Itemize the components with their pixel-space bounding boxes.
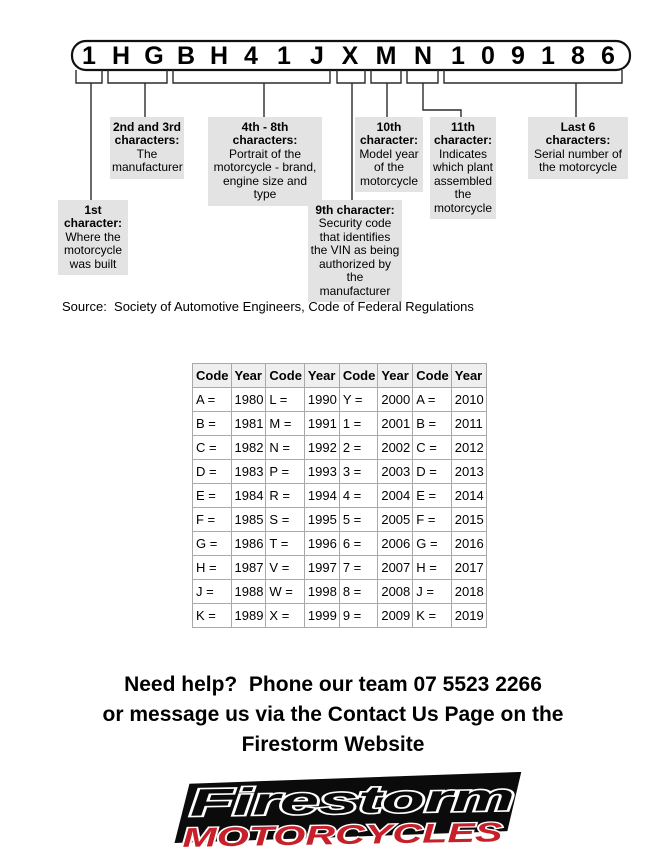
table-row — [193, 532, 487, 556]
table-cell: R = — [266, 484, 305, 508]
vin-character: X — [341, 42, 359, 70]
table-cell: A = — [193, 388, 232, 412]
help-text-line-3: Firestorm Website — [241, 733, 425, 756]
table-cell: B = — [193, 412, 232, 436]
table-header-cell: Code — [193, 364, 232, 388]
table-header-cell: Year — [451, 364, 486, 388]
vin-character: J — [310, 42, 324, 70]
callout-title: 11th character: — [433, 120, 493, 148]
table-cell: C = — [413, 436, 452, 460]
table-cell: 1980 — [231, 388, 266, 412]
table-header-cell: Year — [378, 364, 413, 388]
table-cell: H = — [413, 556, 452, 580]
table-cell: 2002 — [378, 436, 413, 460]
table-header-cell: Code — [339, 364, 378, 388]
table-cell: 6 = — [339, 532, 378, 556]
table-cell: 1993 — [304, 460, 339, 484]
callout-body: Serial number of the motorcycle — [533, 146, 623, 175]
table-cell: 2018 — [451, 580, 486, 604]
table-cell: 2019 — [451, 604, 486, 628]
year-code-table — [192, 363, 487, 628]
table-cell: 2001 — [378, 412, 413, 436]
table-cell: V = — [266, 556, 305, 580]
table-cell: F = — [413, 508, 452, 532]
table-cell: E = — [193, 484, 232, 508]
callout-10th-character — [355, 117, 423, 192]
table-cell: 1983 — [231, 460, 266, 484]
table-cell: Y = — [339, 388, 378, 412]
table-cell: L = — [266, 388, 305, 412]
table-cell: 1986 — [231, 532, 266, 556]
vin-character: B — [176, 42, 196, 70]
callout-body: The manufacturer — [112, 146, 183, 175]
callout-title: 4th - 8th characters: — [232, 120, 298, 148]
callout-title: 2nd and 3rd characters: — [112, 120, 181, 148]
table-cell: 1994 — [304, 484, 339, 508]
table-cell: 2014 — [451, 484, 486, 508]
table-cell: K = — [193, 604, 232, 628]
table-cell: 1997 — [304, 556, 339, 580]
table-cell: 2004 — [378, 484, 413, 508]
table-cell: P = — [266, 460, 305, 484]
table-cell: 7 = — [339, 556, 378, 580]
help-text — [0, 670, 666, 760]
table-row — [193, 388, 487, 412]
table-header-row — [193, 364, 487, 388]
table-cell: 1995 — [304, 508, 339, 532]
table-cell: 1985 — [231, 508, 266, 532]
vin-character: 4 — [244, 42, 258, 70]
help-text-line-1: Need help? Phone our team 07 5523 2266 — [124, 673, 542, 696]
table-cell: F = — [193, 508, 232, 532]
table-cell: 1988 — [231, 580, 266, 604]
callout-body: Indicates which plant assembled the motorcycle — [432, 146, 494, 215]
table-cell: 1999 — [304, 604, 339, 628]
callout-title: Last 6 characters: — [545, 120, 611, 148]
table-row — [193, 556, 487, 580]
table-cell: 1987 — [231, 556, 266, 580]
table-cell: 2013 — [451, 460, 486, 484]
table-cell: J = — [193, 580, 232, 604]
table-cell: 8 = — [339, 580, 378, 604]
table-cell: 2003 — [378, 460, 413, 484]
vin-character: N — [413, 42, 433, 70]
source-note: Source: Society of Automotive Engineers, Code of Federal Regulations — [62, 299, 474, 314]
table-cell: E = — [413, 484, 452, 508]
table-row — [193, 412, 487, 436]
table-cell: 2007 — [378, 556, 413, 580]
table-cell: A = — [413, 388, 452, 412]
table-cell: K = — [413, 604, 452, 628]
vin-character: 1 — [277, 42, 291, 70]
table-cell: N = — [266, 436, 305, 460]
table-cell: 1990 — [304, 388, 339, 412]
table-cell: 5 = — [339, 508, 378, 532]
callout-body: Model year of the motorcycle — [359, 146, 419, 188]
table-cell: 3 = — [339, 460, 378, 484]
table-cell: C = — [193, 436, 232, 460]
table-cell: 2000 — [378, 388, 413, 412]
logo-sub-text: MOTORCYCLES — [182, 819, 393, 853]
table-cell: 1981 — [231, 412, 266, 436]
table-row — [193, 460, 487, 484]
table-cell: J = — [413, 580, 452, 604]
table-cell: T = — [266, 532, 305, 556]
table-header-cell: Year — [231, 364, 266, 388]
vin-character: 0 — [481, 42, 495, 70]
table-cell: 2008 — [378, 580, 413, 604]
callout-body: Where the motorcycle was built — [63, 229, 122, 271]
table-cell: 2010 — [451, 388, 486, 412]
table-cell: 2015 — [451, 508, 486, 532]
table-cell: 2012 — [451, 436, 486, 460]
table-cell: B = — [413, 412, 452, 436]
callout-4th-8th-characters — [208, 117, 322, 206]
table-cell: S = — [266, 508, 305, 532]
table-cell: 4 = — [339, 484, 378, 508]
table-cell: 1984 — [231, 484, 266, 508]
vin-character: M — [375, 42, 397, 70]
table-cell: 9 = — [339, 604, 378, 628]
table-cell: H = — [193, 556, 232, 580]
table-row — [193, 484, 487, 508]
table-cell: 1989 — [231, 604, 266, 628]
vin-character: H — [111, 42, 131, 70]
callout-title: 1st character: — [63, 203, 123, 231]
table-cell: 2005 — [378, 508, 413, 532]
table-row — [193, 508, 487, 532]
table-header-cell: Year — [304, 364, 339, 388]
table-cell: 2016 — [451, 532, 486, 556]
table-cell: 1998 — [304, 580, 339, 604]
help-text-line-2: or message us via the Contact Us Page on the — [102, 703, 564, 726]
vin-character: 1 — [82, 42, 96, 70]
table-cell: W = — [266, 580, 305, 604]
table-cell: 2009 — [378, 604, 413, 628]
table-header-cell: Code — [413, 364, 452, 388]
callout-title: 10th character: — [359, 120, 419, 148]
table-cell: M = — [266, 412, 305, 436]
vin-character: H — [209, 42, 229, 70]
vin-character: 1 — [541, 42, 555, 70]
callout-body: Portrait of the motorcycle - brand, engine size and type — [213, 146, 317, 202]
table-cell: 1991 — [304, 412, 339, 436]
table-row — [193, 436, 487, 460]
callout-2nd-3rd-characters — [110, 117, 184, 179]
callout-last-6-characters — [528, 117, 628, 179]
table-cell: D = — [413, 460, 452, 484]
table-row — [193, 604, 487, 628]
vin-diagram — [0, 0, 666, 340]
table-cell: 2017 — [451, 556, 486, 580]
firestorm-logo — [160, 772, 530, 860]
table-cell: 2011 — [451, 412, 486, 436]
vin-character: G — [144, 42, 164, 70]
table-row — [193, 580, 487, 604]
table-cell: D = — [193, 460, 232, 484]
callout-11th-character — [430, 117, 496, 219]
table-cell: X = — [266, 604, 305, 628]
table-cell: 1 = — [339, 412, 378, 436]
table-cell: 2 = — [339, 436, 378, 460]
logo-brand-text: Firestorm — [189, 779, 366, 825]
table-cell: 1996 — [304, 532, 339, 556]
callout-9th-character — [308, 200, 402, 302]
vin-character: 8 — [571, 42, 585, 70]
table-header-cell: Code — [266, 364, 305, 388]
vin-character: 9 — [511, 42, 525, 70]
vin-character: 6 — [601, 42, 615, 70]
table-cell: 1982 — [231, 436, 266, 460]
vin-character: 1 — [451, 42, 465, 70]
table-cell: G = — [413, 532, 452, 556]
callout-1st-character — [58, 200, 128, 275]
table-cell: 1992 — [304, 436, 339, 460]
callout-body: Security code that identifies the VIN as being authorized by the manufacturer — [310, 216, 400, 298]
table-cell: 2006 — [378, 532, 413, 556]
table-cell: G = — [193, 532, 232, 556]
callout-title: 9th character: — [315, 203, 395, 217]
